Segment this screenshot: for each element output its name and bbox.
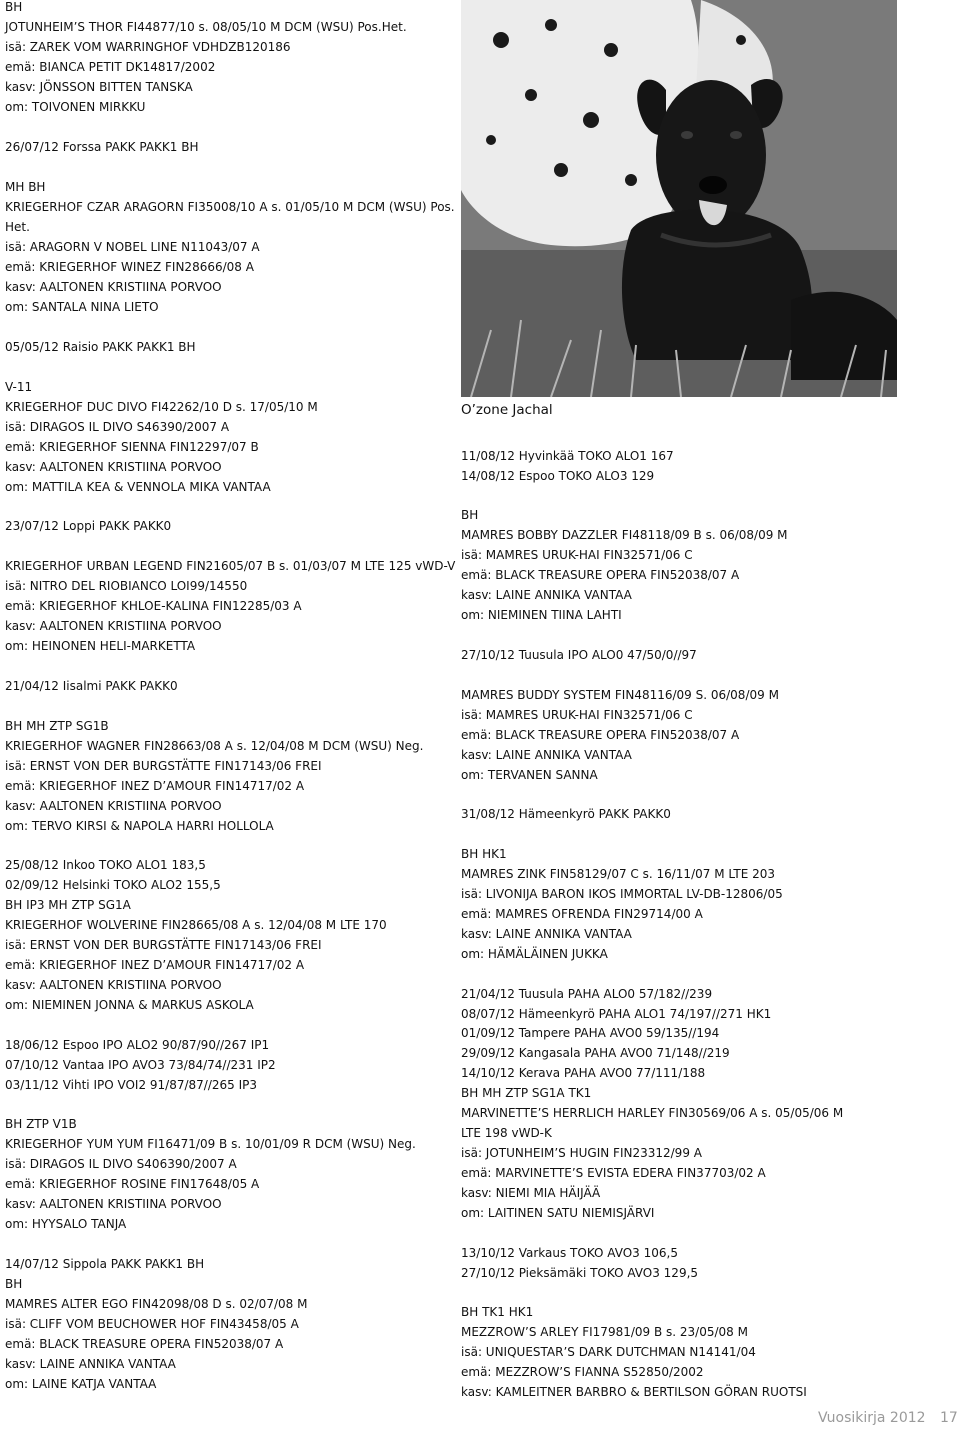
text-line: 23/07/12 Loppi PAKK PAKK0 [5, 519, 172, 533]
text-line: isä: DIRAGOS IL DIVO S406390/2007 A [5, 1157, 237, 1171]
text-line: isä: UNIQUESTAR’S DARK DUTCHMAN N14141/04 [461, 1345, 756, 1359]
text-line: emä: KRIEGERHOF WINEZ FIN28666/08 A [5, 260, 254, 274]
text-line: om: HYYSALO TANJA [5, 1217, 127, 1231]
text-line: isä: ZAREK VOM WARRINGHOF VDHDZB120186 [5, 40, 291, 54]
text-line: isä: MAMRES URUK-HAI FIN32571/06 C [461, 548, 693, 562]
text-line: kasv: KAMLEITNER BARBRO & BERTILSON GÖRAN RUOTSI [461, 1385, 807, 1399]
text-line: emä: BLACK TREASURE OPERA FIN52038/07 A [5, 1337, 284, 1351]
text-line: BH [5, 0, 23, 14]
text-line: BH IP3 MH ZTP SG1A [5, 898, 131, 912]
text-line: kasv: LAINE ANNIKA VANTAA [5, 1357, 176, 1371]
text-line: KRIEGERHOF WOLVERINE FIN28665/08 A s. 12/04/08 M LTE 170 [5, 918, 387, 932]
text-line: kasv: AALTONEN KRISTIINA PORVOO [5, 799, 222, 813]
text-line: kasv: AALTONEN KRISTIINA PORVOO [5, 460, 222, 474]
text-line: emä: KRIEGERHOF KHLOE-KALINA FIN12285/03 A [5, 599, 302, 613]
text-line: kasv: AALTONEN KRISTIINA PORVOO [5, 619, 222, 633]
dog-photo [461, 0, 897, 397]
text-line: emä: BIANCA PETIT DK14817/2002 [5, 60, 216, 74]
text-line: 13/10/12 Varkaus TOKO AVO3 106,5 [461, 1246, 678, 1260]
text-line: KRIEGERHOF CZAR ARAGORN FI35008/10 A s. 01/05/10 M DCM (WSU) Pos. [5, 200, 455, 214]
text-line: emä: MARVINETTE’S EVISTA EDERA FIN37703/02 A [461, 1166, 766, 1180]
text-line: kasv: LAINE ANNIKA VANTAA [461, 748, 632, 762]
text-line: kasv: NIEMI MIA HÄIJÄÄ [461, 1186, 601, 1200]
text-line: MEZZROW’S ARLEY FI17981/09 B s. 23/05/08 M [461, 1325, 748, 1339]
text-line: 14/10/12 Kerava PAHA AVO0 77/111/188 [461, 1066, 706, 1080]
text-line: kasv: AALTONEN KRISTIINA PORVOO [5, 1197, 222, 1211]
text-line: 03/11/12 Vihti IPO VOI2 91/87/87//265 IP3 [5, 1078, 258, 1092]
text-line: kasv: LAINE ANNIKA VANTAA [461, 927, 632, 941]
text-line: 27/10/12 Pieksämäki TOKO AVO3 129,5 [461, 1266, 699, 1280]
text-line: isä: LIVONIJA BARON IKOS IMMORTAL LV-DB-12806/05 [461, 887, 783, 901]
text-line: isä: NITRO DEL RIOBIANCO LOI99/14550 [5, 579, 248, 593]
text-line: emä: KRIEGERHOF INEZ D’AMOUR FIN14717/02 A [5, 958, 305, 972]
text-line: isä: ERNST VON DER BURGSTÄTTE FIN17143/06 FREI [5, 759, 322, 773]
text-line: emä: KRIEGERHOF SIENNA FIN12297/07 B [5, 440, 259, 454]
text-line: isä: DIRAGOS IL DIVO S46390/2007 A [5, 420, 230, 434]
text-line: isä: MAMRES URUK-HAI FIN32571/06 C [461, 708, 693, 722]
text-line: BH MH ZTP SG1B [5, 719, 109, 733]
text-line: KRIEGERHOF URBAN LEGEND FIN21605/07 B s. 01/03/07 M LTE 125 vWD-V [5, 559, 456, 573]
text-line: 21/04/12 Iisalmi PAKK PAKK0 [5, 679, 178, 693]
text-line: JOTUNHEIM’S THOR FI44877/10 s. 08/05/10 M DCM (WSU) Pos.Het. [5, 20, 407, 34]
text-line: emä: MEZZROW’S FIANNA S52850/2002 [461, 1365, 704, 1379]
text-line: om: HEINONEN HELI-MARKETTA [5, 639, 196, 653]
text-line: isä: ARAGORN V NOBEL LINE N11043/07 A [5, 240, 260, 254]
text-line: 05/05/12 Raisio PAKK PAKK1 BH [5, 340, 196, 354]
text-line: emä: KRIEGERHOF ROSINE FIN17648/05 A [5, 1177, 260, 1191]
text-line: emä: MAMRES OFRENDA FIN29714/00 A [461, 907, 703, 921]
text-line: om: MATTILA KEA & VENNOLA MIKA VANTAA [5, 480, 271, 494]
footer-page-number: 17 [940, 1410, 958, 1426]
text-line: BH ZTP V1B [5, 1117, 77, 1131]
text-line: emä: BLACK TREASURE OPERA FIN52038/07 A [461, 728, 740, 742]
text-line: 11/08/12 Hyvinkää TOKO ALO1 167 [461, 449, 674, 463]
text-line: 14/07/12 Sippola PAKK PAKK1 BH [5, 1257, 205, 1271]
text-line: om: TERVO KIRSI & NAPOLA HARRI HOLLOLA [5, 819, 274, 833]
text-line: BH MH ZTP SG1A TK1 [461, 1086, 592, 1100]
text-line: 14/08/12 Espoo TOKO ALO3 129 [461, 469, 655, 483]
text-line: 31/08/12 Hämeenkyrö PAKK PAKK0 [461, 807, 671, 821]
text-line: LTE 198 vWD-K [461, 1126, 552, 1140]
text-line: kasv: AALTONEN KRISTIINA PORVOO [5, 280, 222, 294]
text-line: MAMRES ALTER EGO FIN42098/08 D s. 02/07/08 M [5, 1297, 308, 1311]
text-line: om: HÄMÄLÄINEN JUKKA [461, 947, 608, 961]
text-line: BH [5, 1277, 23, 1291]
text-line: MAMRES ZINK FIN58129/07 C s. 16/11/07 M LTE 203 [461, 867, 776, 881]
text-line: om: NIEMINEN JONNA & MARKUS ASKOLA [5, 998, 254, 1012]
text-line: om: LAITINEN SATU NIEMISJÄRVI [461, 1206, 655, 1220]
text-line: om: NIEMINEN TIINA LAHTI [461, 608, 622, 622]
text-line: emä: KRIEGERHOF INEZ D’AMOUR FIN14717/02 A [5, 779, 305, 793]
text-line: kasv: LAINE ANNIKA VANTAA [461, 588, 632, 602]
photo-caption: O’zone Jachal [461, 402, 553, 418]
text-line: BH [461, 508, 479, 522]
text-line: Het. [5, 220, 30, 234]
text-line: 07/10/12 Vantaa IPO AVO3 73/84/74//231 IP2 [5, 1058, 276, 1072]
text-line: 25/08/12 Inkoo TOKO ALO1 183,5 [5, 858, 206, 872]
text-line: 02/09/12 Helsinki TOKO ALO2 155,5 [5, 878, 221, 892]
text-line: 27/10/12 Tuusula IPO ALO0 47/50/0//97 [461, 648, 697, 662]
text-line: isä: ERNST VON DER BURGSTÄTTE FIN17143/06 FREI [5, 938, 322, 952]
text-line: KRIEGERHOF WAGNER FIN28663/08 A s. 12/04/08 M DCM (WSU) Neg. [5, 739, 424, 753]
text-line: isä: JOTUNHEIM’S HUGIN FIN23312/99 A [461, 1146, 702, 1160]
text-line: 01/09/12 Tampere PAHA AVO0 59/135//194 [461, 1026, 720, 1040]
text-line: om: SANTALA NINA LIETO [5, 300, 159, 314]
text-line: emä: BLACK TREASURE OPERA FIN52038/07 A [461, 568, 740, 582]
text-line: BH TK1 HK1 [461, 1305, 534, 1319]
text-line: BH HK1 [461, 847, 507, 861]
footer-yearbook-title: Vuosikirja 2012 [818, 1410, 926, 1426]
text-line: KRIEGERHOF YUM YUM FI16471/09 B s. 10/01/09 R DCM (WSU) Neg. [5, 1137, 416, 1151]
text-line: 08/07/12 Hämeenkyrö PAHA ALO1 74/197//271 HK1 [461, 1007, 772, 1021]
text-line: KRIEGERHOF DUC DIVO FI42262/10 D s. 17/05/10 M [5, 400, 318, 414]
text-line: om: TOIVONEN MIRKKU [5, 100, 146, 114]
text-line: 18/06/12 Espoo IPO ALO2 90/87/90//267 IP1 [5, 1038, 270, 1052]
text-line: om: TERVANEN SANNA [461, 768, 598, 782]
text-line: V-11 [5, 380, 33, 394]
text-line: MARVINETTE’S HERRLICH HARLEY FIN30569/06 A s. 05/05/06 M [461, 1106, 844, 1120]
text-line: kasv: AALTONEN KRISTIINA PORVOO [5, 978, 222, 992]
text-line: MH BH [5, 180, 46, 194]
text-line: 26/07/12 Forssa PAKK PAKK1 BH [5, 140, 199, 154]
text-line: MAMRES BUDDY SYSTEM FIN48116/09 S. 06/08/09 M [461, 688, 779, 702]
text-line: 21/04/12 Tuusula PAHA ALO0 57/182//239 [461, 987, 713, 1001]
text-line: MAMRES BOBBY DAZZLER FI48118/09 B s. 06/08/09 M [461, 528, 788, 542]
text-line: isä: CLIFF VOM BEUCHOWER HOF FIN43458/05 A [5, 1317, 299, 1331]
text-line: kasv: JÖNSSON BITTEN TANSKA [5, 80, 193, 94]
text-line: om: LAINE KATJA VANTAA [5, 1377, 157, 1391]
text-line: 29/09/12 Kangasala PAHA AVO0 71/148//219 [461, 1046, 730, 1060]
